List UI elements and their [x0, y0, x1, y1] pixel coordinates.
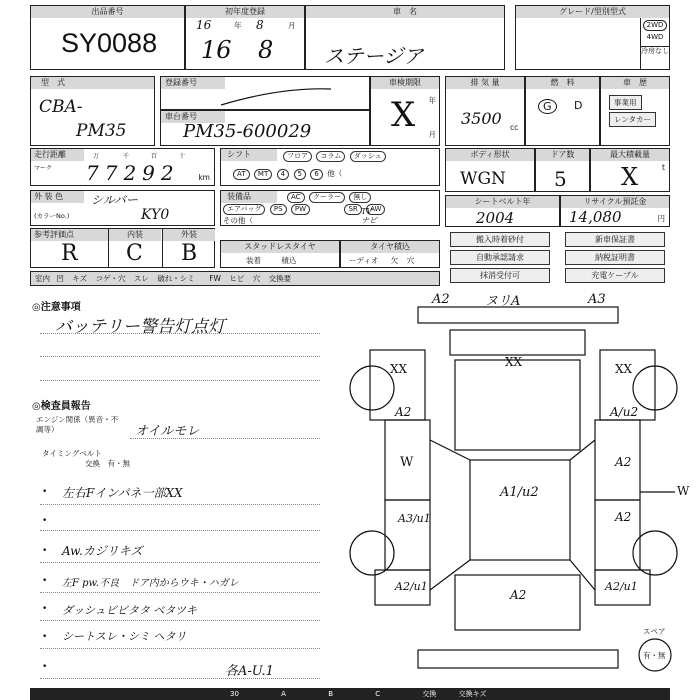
color-value-1: シルバー: [91, 193, 138, 207]
first-reg-month-small: 8: [256, 18, 264, 32]
displacement-box: [445, 76, 525, 146]
first-reg-year: 16: [201, 36, 232, 64]
first-reg-month: 8: [258, 36, 274, 64]
seatbelt-box: [445, 195, 560, 227]
color-box: [30, 190, 215, 226]
report-item-3: 左F pw.不良 ドア内からウキ・ハガレ: [62, 578, 239, 589]
equip-aw-option: AW: [366, 204, 385, 215]
report-bullet-6: •: [42, 632, 48, 642]
grade-header: グレード/型別型式: [516, 6, 669, 18]
legend-item-5: 破れ・シミ: [157, 274, 195, 283]
diagram-mark-4: A2: [395, 405, 412, 419]
color-sub: (カラーNo.): [34, 212, 70, 220]
fuel-header: 燃 料: [526, 77, 599, 89]
chassis-value: PM35-600029: [183, 121, 312, 142]
grade-ac-none: 冷房なし: [641, 47, 669, 55]
engine-label: エンジン関係（異音・不調等）: [36, 415, 119, 434]
legend-right-4: 交換要: [268, 274, 292, 283]
bottom-item-4: C: [375, 690, 381, 698]
lot-box: [30, 5, 185, 70]
model-name-box: [305, 5, 505, 70]
diagram-mark-9: A2: [615, 510, 632, 524]
doc-btn-4: 新車保証書: [565, 232, 665, 247]
legend-right-2: ヒビ: [229, 274, 245, 283]
equipment-row-1: [287, 192, 373, 203]
bottom-item-6: 交換キズ: [458, 690, 487, 698]
equip-other: その他（: [223, 216, 253, 225]
notes-title: ◎注意事項: [32, 302, 81, 313]
grade-box: [515, 5, 670, 70]
hood: [450, 330, 585, 355]
equip-nav: ナビ: [361, 216, 377, 225]
eval-divider-2: [162, 229, 163, 267]
shift-column-option: コラム: [316, 151, 345, 162]
engine-line: [130, 438, 320, 439]
model-name-value: ステージア: [324, 44, 424, 68]
report-item-5: シートスレ・シミ ヘタリ: [62, 630, 187, 643]
rear-left-wheel: [350, 531, 394, 575]
diagram-mark-2: XX: [505, 355, 523, 369]
bottom-item-2: A: [281, 690, 286, 698]
shift-4-option: 4: [277, 169, 289, 180]
report-bullet-4: •: [42, 576, 48, 586]
report-bullet-1: •: [42, 487, 48, 497]
legend-left: 室内: [35, 274, 50, 283]
front-bumper: [418, 307, 618, 323]
first-reg-year-label: 年: [234, 21, 242, 30]
mileage-unit: km: [198, 173, 210, 182]
model-name-header: 車 名: [306, 6, 504, 18]
mileage-unit-sen: 千: [123, 153, 130, 160]
tire-option-3: 穴: [406, 256, 415, 265]
report-line-6: [40, 648, 320, 649]
diagram-mark-12: A1/u2: [500, 485, 539, 500]
left-rear-line: [430, 560, 470, 590]
shift-at-option: AT: [233, 169, 250, 180]
color-value-2: KY0: [141, 207, 170, 223]
eval-score: R: [61, 241, 78, 266]
recycle-box: [560, 195, 670, 227]
equip-cooler-option: クーラー: [309, 192, 345, 203]
report-line-1: [40, 504, 320, 505]
front-left-wheel: [350, 366, 394, 410]
diagram-top-label-3: A3: [588, 292, 606, 307]
recycle-value: 14,080: [569, 208, 622, 226]
capacity-header: 最大積載量: [591, 149, 669, 161]
grade-drive-4wd: 4WD: [646, 33, 664, 41]
report-bullet-5: •: [42, 604, 48, 614]
report-line-4: [40, 592, 320, 593]
eval-box: [30, 228, 215, 268]
doors-value: 5: [554, 167, 567, 191]
doc-btn-5: 納税証明書: [565, 250, 665, 265]
recycle-header: リサイクル預託金: [561, 196, 669, 208]
diagram-mark-14: W: [677, 484, 690, 498]
fuel-box: [525, 76, 600, 146]
recycle-unit: 円: [657, 214, 665, 223]
diagram-mark-13: A2: [510, 588, 527, 602]
equipment-box: [220, 190, 440, 226]
notes-text: バッテリー警告灯点灯: [55, 317, 225, 337]
mileage-header: 走行距離: [31, 149, 84, 161]
first-reg-year-small: 16: [196, 18, 212, 32]
doc-btn-6: 充電ケーブル: [565, 268, 665, 283]
type-box: [30, 76, 155, 146]
exterior-score: B: [181, 241, 198, 266]
studless-installed: 装着: [246, 256, 261, 265]
first-reg-box: [185, 5, 305, 70]
bottom-item-3: B: [328, 690, 333, 698]
shift-mt-option: MT: [254, 169, 272, 180]
diagram-mark-6: W: [400, 455, 414, 470]
mileage-mark: マーク: [34, 165, 53, 172]
lot-number: SY0088: [61, 28, 158, 58]
note-line-3: [40, 380, 320, 381]
lot-header: 出品番号: [31, 6, 184, 18]
equip-ac-option: AC: [287, 192, 305, 203]
studless-box: [220, 240, 340, 268]
fuel-option-d: D: [574, 99, 583, 112]
inspection-month-label: 月: [428, 130, 436, 139]
body-value: WGN: [460, 169, 506, 189]
legend-strip: [30, 271, 440, 286]
type-value-1: CBA-: [39, 97, 83, 117]
shift-box: [220, 148, 440, 186]
eval-divider-1: [108, 229, 109, 267]
report-item-6: 各A-U.1: [225, 664, 274, 679]
mileage-box: [30, 148, 215, 186]
capacity-value: X: [621, 163, 639, 191]
usage-box: [600, 76, 670, 146]
equipment-header: 装備品: [221, 191, 277, 203]
type-value-2: PM35: [76, 121, 127, 141]
tire-options: [349, 256, 414, 266]
reg-no-header: 登録番号: [161, 77, 225, 89]
first-reg-header: 初年度登録: [186, 6, 304, 18]
diagram-mark-3: XX: [615, 362, 633, 376]
shift-5-option: 5: [294, 169, 306, 180]
usage-business: 事業用: [609, 95, 642, 110]
tire-box: [340, 240, 440, 268]
shift-6-option: 6: [310, 169, 322, 180]
chassis-header: 車台番号: [161, 111, 225, 123]
bottom-item-1: 30: [230, 690, 239, 698]
equip-sr-option: SR: [344, 204, 361, 215]
spare-value: 有・無: [643, 651, 666, 660]
bottom-strip: [30, 688, 670, 700]
diagram-top-label-1: A2: [432, 292, 450, 307]
doors-header: ドア数: [536, 149, 589, 161]
equip-ps-option: PS: [270, 204, 287, 215]
eval-header: 参考評価点: [31, 229, 109, 241]
diagram-mark-11: A2/u1: [605, 580, 638, 593]
cabin: [470, 460, 570, 560]
report-item-2: Aw.カジリキズ: [62, 544, 143, 558]
studless-options: [246, 256, 296, 266]
report-title: ◎検査員報告: [32, 401, 91, 412]
usage-header: 車 歴: [601, 77, 669, 89]
studless-loaded: 積込: [281, 256, 297, 265]
grade-drive-2wd: 2WD: [643, 20, 667, 31]
shift-row-2: [233, 169, 342, 180]
shift-dash-option: ダッシュ: [350, 151, 386, 162]
displacement-unit: cc: [510, 123, 519, 132]
exterior-header: 外装: [163, 229, 215, 241]
inspection-box: [370, 76, 440, 146]
legend-right-3: 穴: [252, 274, 261, 283]
mileage-value: 77292: [86, 161, 180, 185]
engine-value: オイルモレ: [135, 424, 200, 439]
color-header: 外 装 色: [31, 191, 84, 203]
report-line-7: [40, 678, 320, 679]
legend-right-1: FW: [209, 274, 221, 283]
report-bullet-7: •: [42, 662, 48, 672]
trunk: [455, 575, 580, 630]
displacement-header: 排 気 量: [446, 77, 524, 89]
diagram-top-label-2: ヌリA: [485, 294, 521, 309]
equip-none-option: 無し: [349, 192, 371, 203]
capacity-box: [590, 148, 670, 192]
right-rear-line: [570, 560, 595, 590]
report-item-1: 左右Fインパネ一部XX: [62, 486, 183, 500]
chassis-box: [160, 110, 370, 146]
rear-bumper: [418, 650, 618, 668]
studless-header: スタッドレスタイヤ: [221, 241, 339, 253]
type-header: 型 式: [31, 77, 154, 89]
legend-item-4: スレ: [133, 274, 149, 283]
fuel-option-g: G: [538, 99, 557, 114]
reg-no-scribble: [161, 77, 371, 111]
spare-label: スペア: [643, 627, 666, 636]
note-line-2: [40, 356, 320, 357]
inspection-value: X: [391, 95, 416, 135]
shift-header: シフト: [221, 149, 277, 161]
shift-other-option: 他（: [327, 169, 343, 178]
reg-no-scribble-line: [221, 89, 331, 105]
legend-item-1: 凹: [56, 274, 64, 283]
legend-item-3: コゲ・穴: [95, 274, 126, 283]
interior-header: 内装: [109, 229, 161, 241]
shift-row-1: [283, 151, 388, 162]
legend-item-2: キズ: [72, 274, 88, 283]
first-reg-month-label: 月: [288, 21, 296, 30]
roof: [455, 360, 580, 450]
usage-rental: レンタカー: [609, 112, 656, 127]
mileage-unit-juu: 十: [179, 153, 186, 160]
interior-score: C: [126, 241, 143, 266]
seatbelt-value: 2004: [476, 209, 515, 227]
mileage-unit-man: 万: [93, 153, 100, 160]
report-line-5: [40, 620, 320, 621]
diagram-mark-1: XX: [390, 362, 408, 376]
equip-tv: TV: [361, 207, 373, 216]
timing-label: タイミングベルト: [42, 449, 102, 458]
reg-no-box: [160, 76, 370, 110]
doc-btn-3: 抹消受付可: [450, 268, 550, 283]
inspection-year-label: 年: [428, 96, 436, 105]
capacity-unit: t: [662, 163, 665, 172]
tire-option-1: ーディオ: [349, 256, 379, 265]
displacement-value: 3500: [461, 109, 502, 128]
body-header: ボディ形状: [446, 149, 534, 161]
equip-pw-option: PW: [291, 204, 310, 215]
report-bullet-2: •: [42, 516, 48, 526]
doc-btn-2: 自動承認請求: [450, 250, 550, 265]
rear-right-wheel: [633, 531, 677, 575]
diagram-mark-5: A/u2: [610, 405, 639, 419]
inspection-header: 車検期限: [371, 77, 439, 89]
doc-btn-1: 搬入時着砂付: [450, 232, 550, 247]
shift-floor-option: フロア: [283, 151, 312, 162]
grade-drive-column: [640, 18, 669, 70]
timing-sub: 交換 有・無: [85, 459, 130, 468]
diagram-mark-7: A2: [615, 455, 632, 469]
equip-airbag-option: エアバッグ: [223, 204, 265, 215]
doors-box: [535, 148, 590, 192]
left-mirror-line: [430, 440, 470, 460]
report-line-2: [40, 530, 320, 531]
report-bullet-3: •: [42, 546, 48, 556]
left-rear-door: [385, 500, 430, 570]
tire-option-2: 欠: [390, 256, 399, 265]
tire-header: タイヤ積込: [341, 241, 439, 253]
front-right-wheel: [633, 366, 677, 410]
report-line-3: [40, 562, 320, 563]
body-box: [445, 148, 535, 192]
bottom-item-5: 交換: [422, 690, 437, 698]
seatbelt-header: シートベルト年: [446, 196, 559, 208]
note-line-1: [40, 333, 320, 334]
diagram-mark-10: A2/u1: [395, 580, 428, 593]
report-item-4: ダッシュビビタタ ベタツキ: [62, 604, 197, 617]
right-mirror-line: [570, 440, 595, 460]
diagram-mark-8: A3/u1: [398, 512, 431, 525]
mileage-unit-hyaku: 百: [151, 153, 158, 160]
